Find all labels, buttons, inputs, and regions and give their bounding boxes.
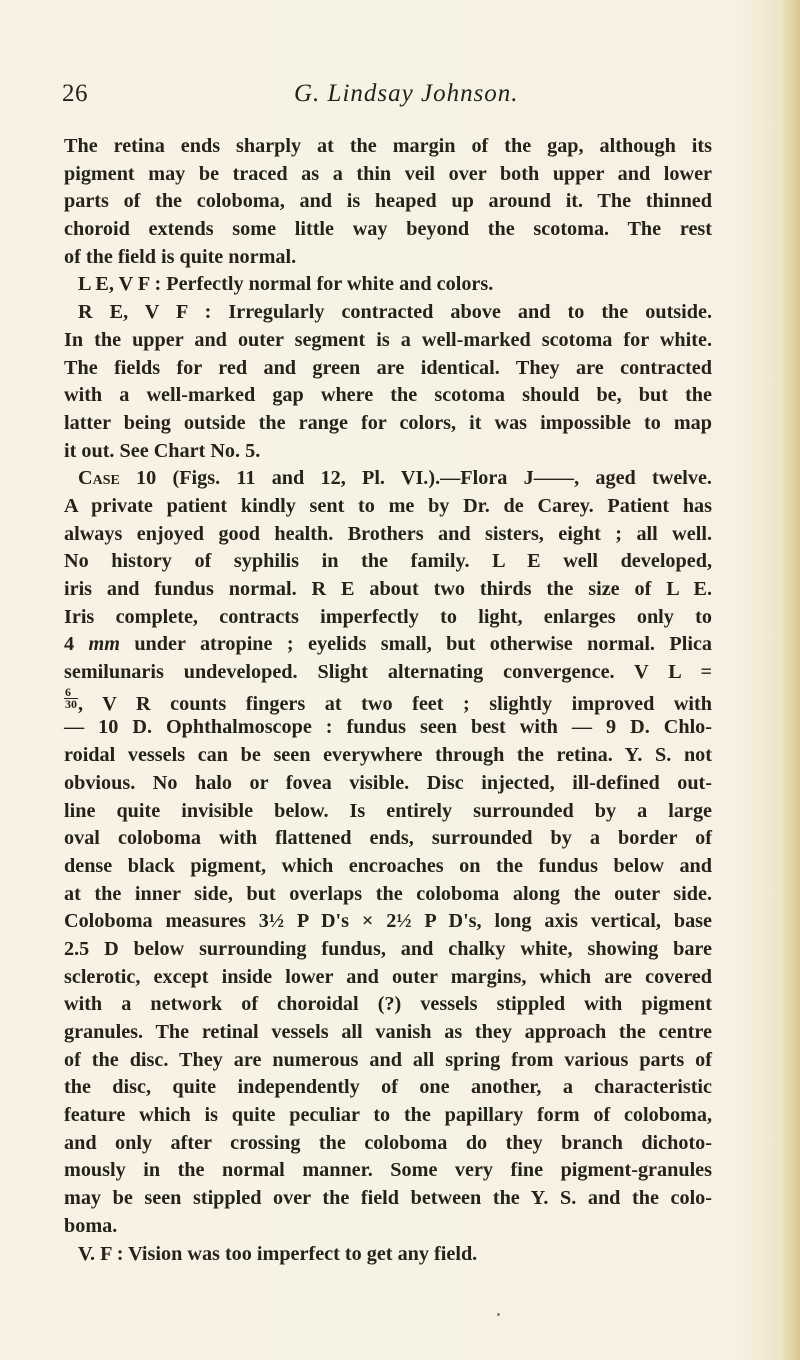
text-line: of the disc. They are numerous and all spring from various parts of: [64, 1048, 712, 1071]
page-header: [62, 80, 714, 116]
text-line: The retina ends sharply at the margin of the gap, although its: [64, 135, 712, 157]
text-line: at the inner side, but overlaps the coloboma along the outer side.: [64, 882, 712, 905]
case-label: Case 10: [78, 467, 157, 490]
text-line: A private patient kindly sent to me by Dr. de Carey. Patient has: [64, 494, 712, 517]
text-line: choroid extends some little way beyond the scotoma. The rest: [64, 218, 712, 241]
text-line: mously in the normal manner. Some very fine pigment-granules: [64, 1159, 712, 1182]
fraction-numerator: 6: [64, 687, 78, 699]
text-line: with a network of choroidal (?) vessels stippled with pigment: [64, 993, 712, 1016]
text-line: iris and fundus normal. R E about two thirds the size of L E.: [64, 578, 712, 601]
text-line: feature which is quite peculiar to the papillary form of coloboma,: [64, 1104, 712, 1127]
text-line: roidal vessels can be seen everywhere through the retina. Y. S. not: [64, 744, 712, 767]
unit-mm: mm: [88, 633, 120, 656]
text-line: boma.: [64, 1214, 118, 1237]
text-line: always enjoyed good health. Brothers and sisters, eight ; all well.: [64, 522, 712, 545]
text-line-fraction: [64, 684, 712, 715]
text-line: The fields for red and green are identical. They are contracted: [64, 356, 712, 379]
text-line: and only after crossing the coloboma do they branch dichoto-: [64, 1131, 712, 1154]
case-heading-rest: (Figs. 11 and 12, Pl. VI.).—Flora J——, aged twelve.: [156, 467, 712, 490]
text-line: obvious. No halo or fovea visible. Disc injected, ill-defined out-: [64, 771, 712, 794]
text-line: L E, V F : Perfectly normal for white and colors.: [78, 273, 494, 296]
text-line-mm: [64, 631, 712, 659]
page-number: 26: [62, 80, 88, 107]
text-line: No history of syphilis in the family. L E well developed,: [64, 550, 712, 573]
body-text: [64, 133, 712, 1268]
text-line: with a well-marked gap where the scotoma should be, but the: [64, 384, 712, 407]
page-edge: [782, 0, 800, 1360]
text-fragment: , V R counts fingers at two feet ; slightly improved with: [78, 692, 712, 715]
text-line: oval coloboma with flattened ends, surrounded by a border of: [64, 827, 712, 850]
text-line: — 10 D. Ophthalmoscope : fundus seen best with — 9 D. Chlo-: [64, 716, 712, 739]
text-line: V. F : Vision was too imperfect to get any field.: [78, 1242, 478, 1265]
text-line: semilunaris undeveloped. Slight alternating convergence. V L =: [64, 661, 712, 684]
text-line: In the upper and outer segment is a well-marked scotoma for white.: [64, 328, 712, 351]
visual-acuity-fraction: [64, 684, 78, 711]
text-line: pigment may be traced as a thin veil over both upper and lower: [64, 162, 712, 185]
paper-speck: [497, 1313, 500, 1316]
text-line: parts of the coloboma, and is heaped up around it. The thinned: [64, 190, 712, 213]
text-line: Iris complete, contracts imperfectly to light, enlarges only to: [64, 605, 712, 628]
text-line: line quite invisible below. Is entirely surrounded by a large: [64, 799, 712, 822]
text-line: R E, V F : Irregularly contracted above and to the outside.: [78, 301, 712, 324]
text-fragment: 4: [64, 633, 89, 656]
text-line: the disc, quite independently of one another, a characteristic: [64, 1076, 712, 1099]
text-line: latter being outside the range for colors, it was impossible to map: [64, 411, 712, 434]
text-line: may be seen stippled over the field between the Y. S. and the colo-: [64, 1187, 712, 1210]
text-line: granules. The retinal vessels all vanish as they approach the centre: [64, 1021, 712, 1044]
text-line: 2.5 D below surrounding fundus, and chalky white, showing bare: [64, 937, 712, 960]
text-line: dense black pigment, which encroaches on the fundus below and: [64, 854, 712, 877]
case-heading-line: [64, 465, 712, 493]
text-line: of the field is quite normal.: [64, 245, 297, 268]
fraction-denominator: 30: [65, 696, 77, 711]
text-fragment: under atropine ; eyelids small, but otherwise normal. Plica: [119, 633, 712, 656]
text-line: Coloboma measures 3½ P D's × 2½ P D's, long axis vertical, base: [64, 910, 712, 933]
text-line: it out. See Chart No. 5.: [64, 439, 261, 462]
running-head: G. Lindsay Johnson.: [294, 80, 519, 107]
text-line: sclerotic, except inside lower and outer margins, which are covered: [64, 965, 712, 988]
